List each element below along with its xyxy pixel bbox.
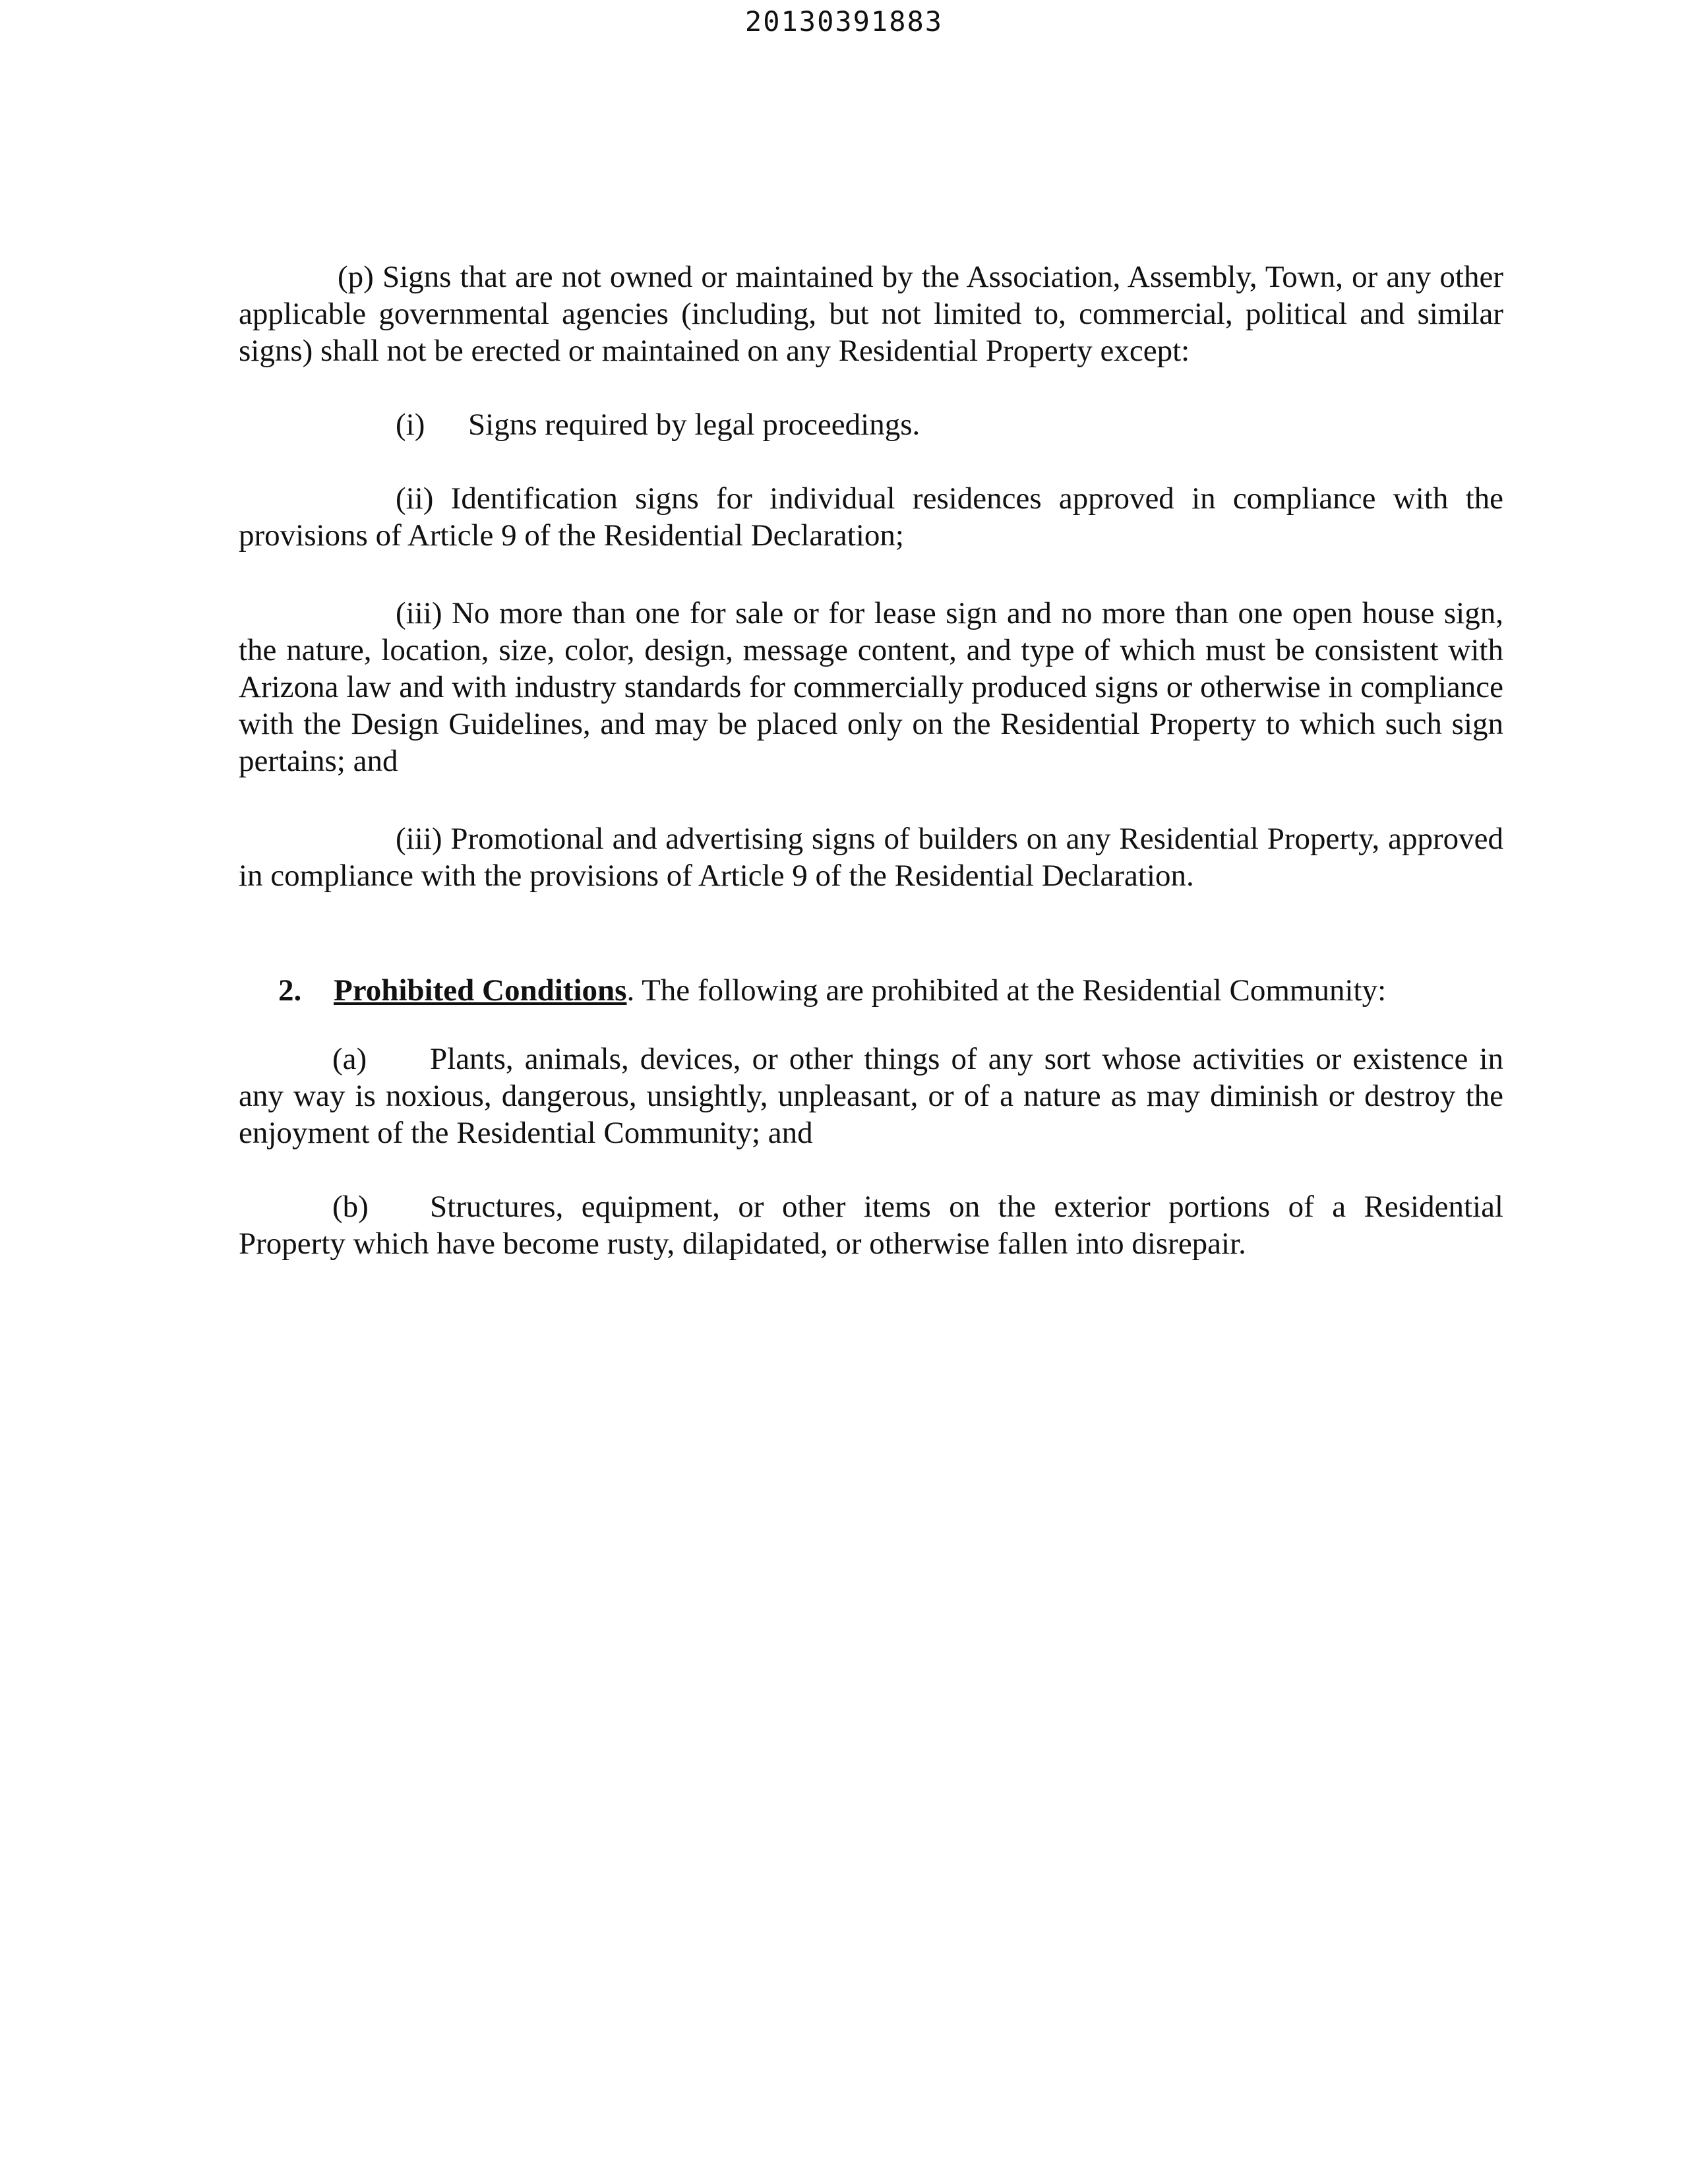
item-iii-sale-lease-signs: (iii) No more than one for sale or for lease sign and no more than one open house sign, the nature, location, size, color, design, message content, and type of which must be consistent with Arizona law and with industry standards for commercially produced signs or otherwise in compliance with the Design Guidelines, and may be placed only on the Residential Property to which such sign pertains; and (239, 596, 1503, 778)
section-2-heading (239, 972, 1503, 1009)
item-a-plants-animals (239, 1041, 1503, 1151)
item-a-marker: (a) (332, 1042, 367, 1076)
item-iii-builder-signs: (iii) Promotional and advertising signs of builders on any Residential Property, approved in compliance with the provisions of Article 9 of the Residential Declaration. (239, 822, 1503, 893)
item-a-text: Plants, animals, devices, or other things of any sort whose activities or existence in any way is noxious, dangerous, unsightly, unpleasant, or of a nature as may diminish or destroy the enjoyment of the Residential Community; and (239, 1042, 1503, 1150)
item-b-text: Structures, equipment, or other items on the exterior portions of a Residential Property which have become rusty, dilapidated, or otherwise fallen into disrepair. (239, 1190, 1503, 1261)
item-b-structures (239, 1188, 1503, 1262)
paragraph-p-signs: (p) Signs that are not owned or maintained by the Association, Assembly, Town, or any other applicable governmental agencies (including, but not limited to, commercial, political and similar signs) shall not be erected or maintained on any Residential Property except: (239, 260, 1503, 368)
document-body (239, 258, 1503, 1262)
item-i-legal-proceedings (239, 406, 1503, 443)
item-i-marker: (i) (396, 408, 425, 442)
section-2-number: 2. (278, 973, 302, 1008)
section-2-intro: . The following are prohibited at the Residential Community: (626, 973, 1387, 1008)
section-2-title: Prohibited Conditions (334, 973, 627, 1008)
item-b-marker: (b) (332, 1190, 369, 1224)
item-ii-identification-signs: (ii) Identification signs for individual residences approved in compliance with the provisions of Article 9 of the Residential Declaration; (239, 481, 1503, 553)
item-i-text: Signs required by legal proceedings. (468, 408, 920, 442)
document-number: 20130391883 (744, 5, 944, 38)
